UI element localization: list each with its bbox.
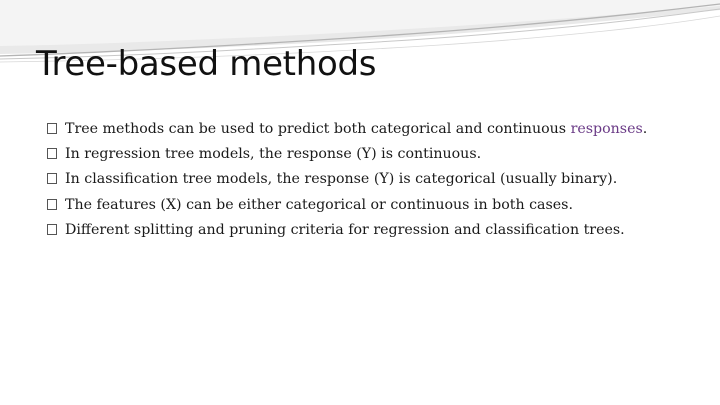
bullet-item: [47, 195, 697, 216]
bullet-text: In regression tree models, the response (Y) is continuous.: [65, 146, 482, 163]
bullet-item: [47, 169, 697, 190]
bullet-text: Different splitting and pruning criteria for regression and classification trees.: [65, 221, 625, 238]
bullet-item: [47, 144, 697, 165]
bullet-highlight: responses: [570, 121, 643, 137]
bullet-list: [47, 119, 697, 245]
bullet-box-icon: [47, 224, 57, 235]
bullet-text-end: .: [642, 121, 648, 137]
bullet-box-icon: [47, 199, 57, 210]
bullet-text: Tree methods can be used to predict both categorical and continuous: [65, 121, 571, 137]
bullet-item: [47, 220, 697, 241]
bullet-box-icon: [47, 173, 57, 184]
bullet-item: [47, 119, 697, 140]
slide-title: Tree-based methods: [36, 44, 377, 84]
bullet-text: The features (X) can be either categorical or continuous in both cases.: [65, 196, 573, 213]
bullet-box-icon: [47, 123, 57, 134]
bullet-box-icon: [47, 148, 57, 159]
bullet-text: In classification tree models, the response (Y) is categorical (usually binary).: [65, 171, 618, 188]
